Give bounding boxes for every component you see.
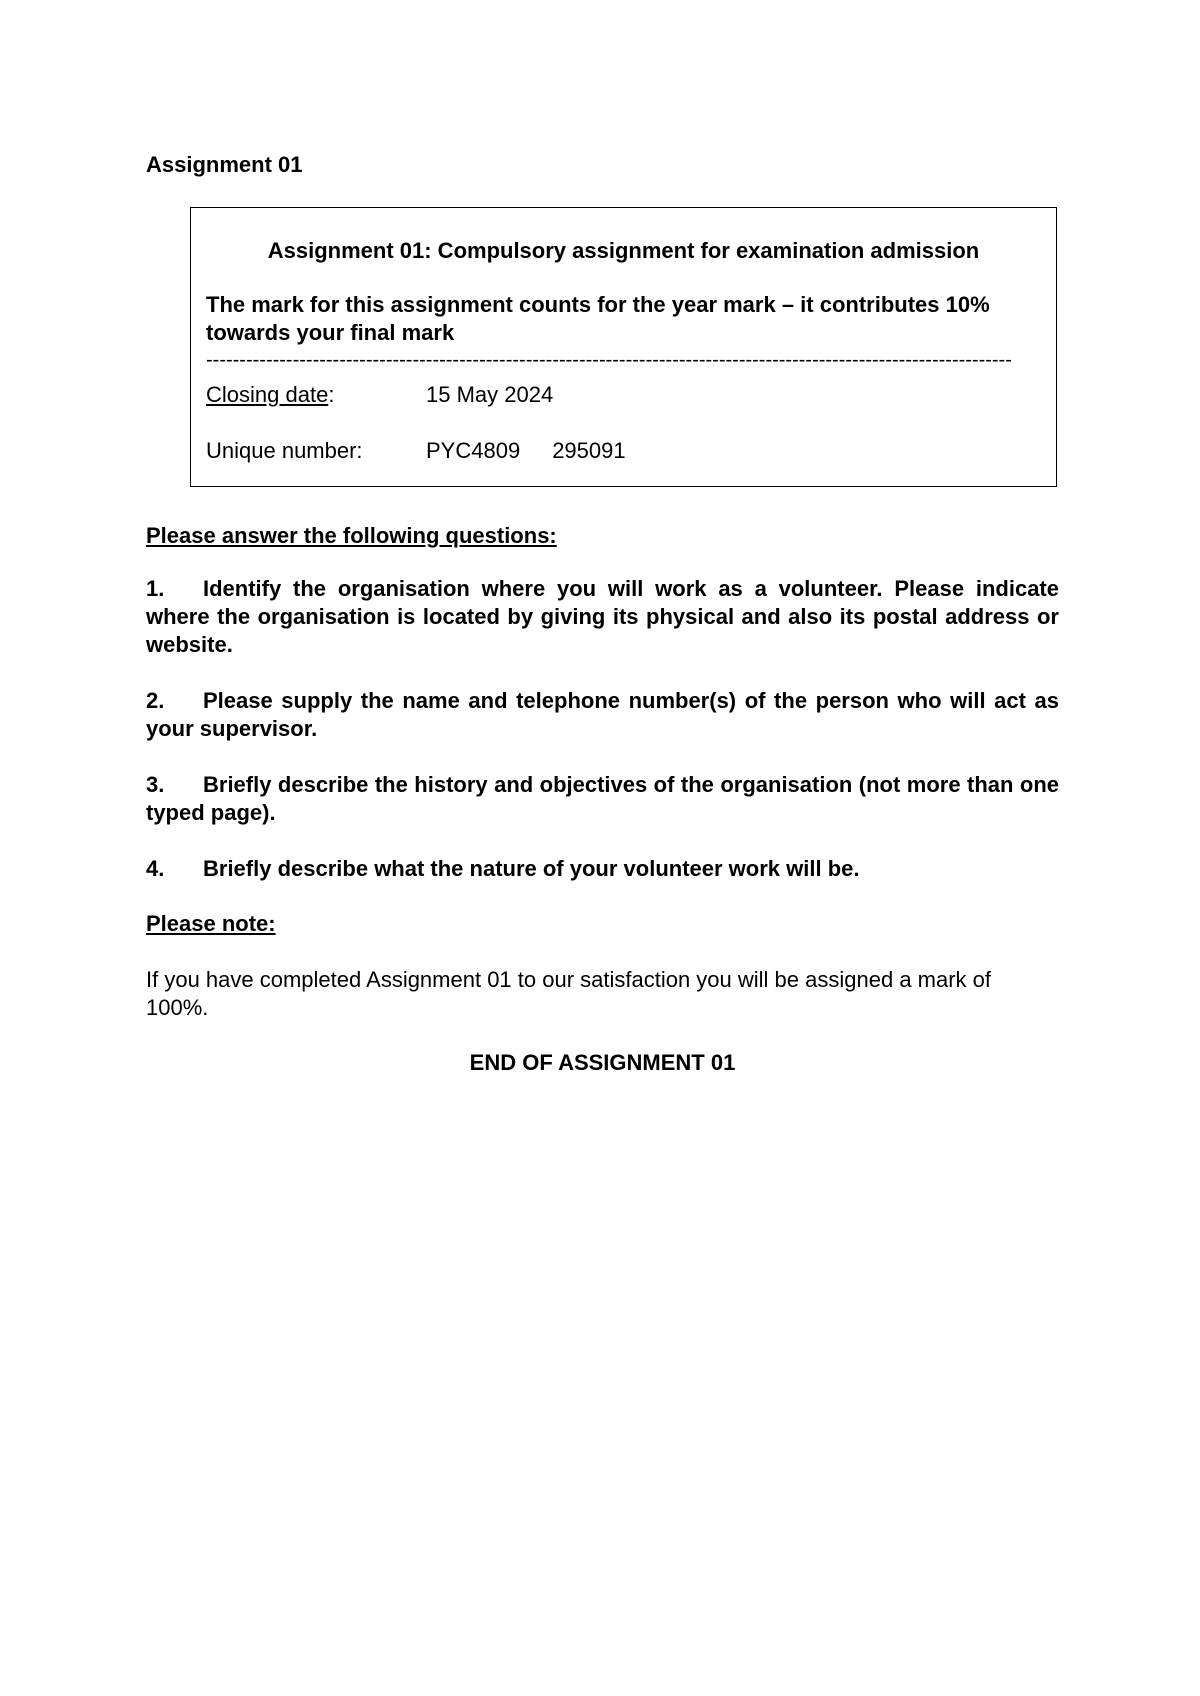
unique-number-value: 295091 — [552, 438, 626, 463]
box-title: Assignment 01: Compulsory assignment for examination admission — [267, 238, 980, 263]
question-text: Please supply the name and telephone number(s) of the person who will act as your supervisor. — [146, 688, 1059, 741]
question-number: 2. — [146, 688, 165, 713]
page-heading: Assignment 01 — [146, 152, 303, 177]
question-text: Briefly describe what the nature of your volunteer work will be. — [203, 856, 860, 881]
note-text: If you have completed Assignment 01 to our satisfaction you will be assigned a mark of 100%. — [146, 967, 992, 1020]
assignment-info-box — [190, 207, 1057, 487]
end-of-assignment: END OF ASSIGNMENT 01 — [469, 1050, 736, 1075]
question-text: Identify the organisation where you will work as a volunteer. Please indicate where the organisation is located by giving its physical and also its postal address or website. — [146, 576, 1059, 657]
closing-date-label: Closing date — [206, 382, 329, 407]
question-2 — [146, 687, 1059, 743]
unique-number-row — [206, 438, 1041, 464]
question-number: 3. — [146, 772, 165, 797]
closing-date-label-wrap — [206, 382, 426, 408]
question-4 — [146, 855, 1059, 883]
box-subtitle: The mark for this assignment counts for the year mark – it contributes 10% towards your final mark — [206, 292, 990, 345]
question-number: 1. — [146, 576, 165, 601]
note-heading: Please note: — [146, 911, 276, 936]
dashed-divider: ------------------------------------------------------------------------------------------------------------------------- — [206, 349, 1012, 371]
closing-date-colon: : — [328, 382, 335, 407]
question-1 — [146, 575, 1059, 659]
closing-date-row — [206, 382, 1041, 408]
question-text: Briefly describe the history and objectives of the organisation (not more than one typed page). — [146, 772, 1059, 825]
unique-number-code: PYC4809 — [426, 438, 521, 463]
closing-date-value: 15 May 2024 — [426, 382, 554, 407]
unique-number-label: Unique number: — [206, 438, 363, 463]
question-number: 4. — [146, 856, 165, 881]
questions-heading: Please answer the following questions: — [146, 523, 557, 548]
question-3 — [146, 771, 1059, 827]
